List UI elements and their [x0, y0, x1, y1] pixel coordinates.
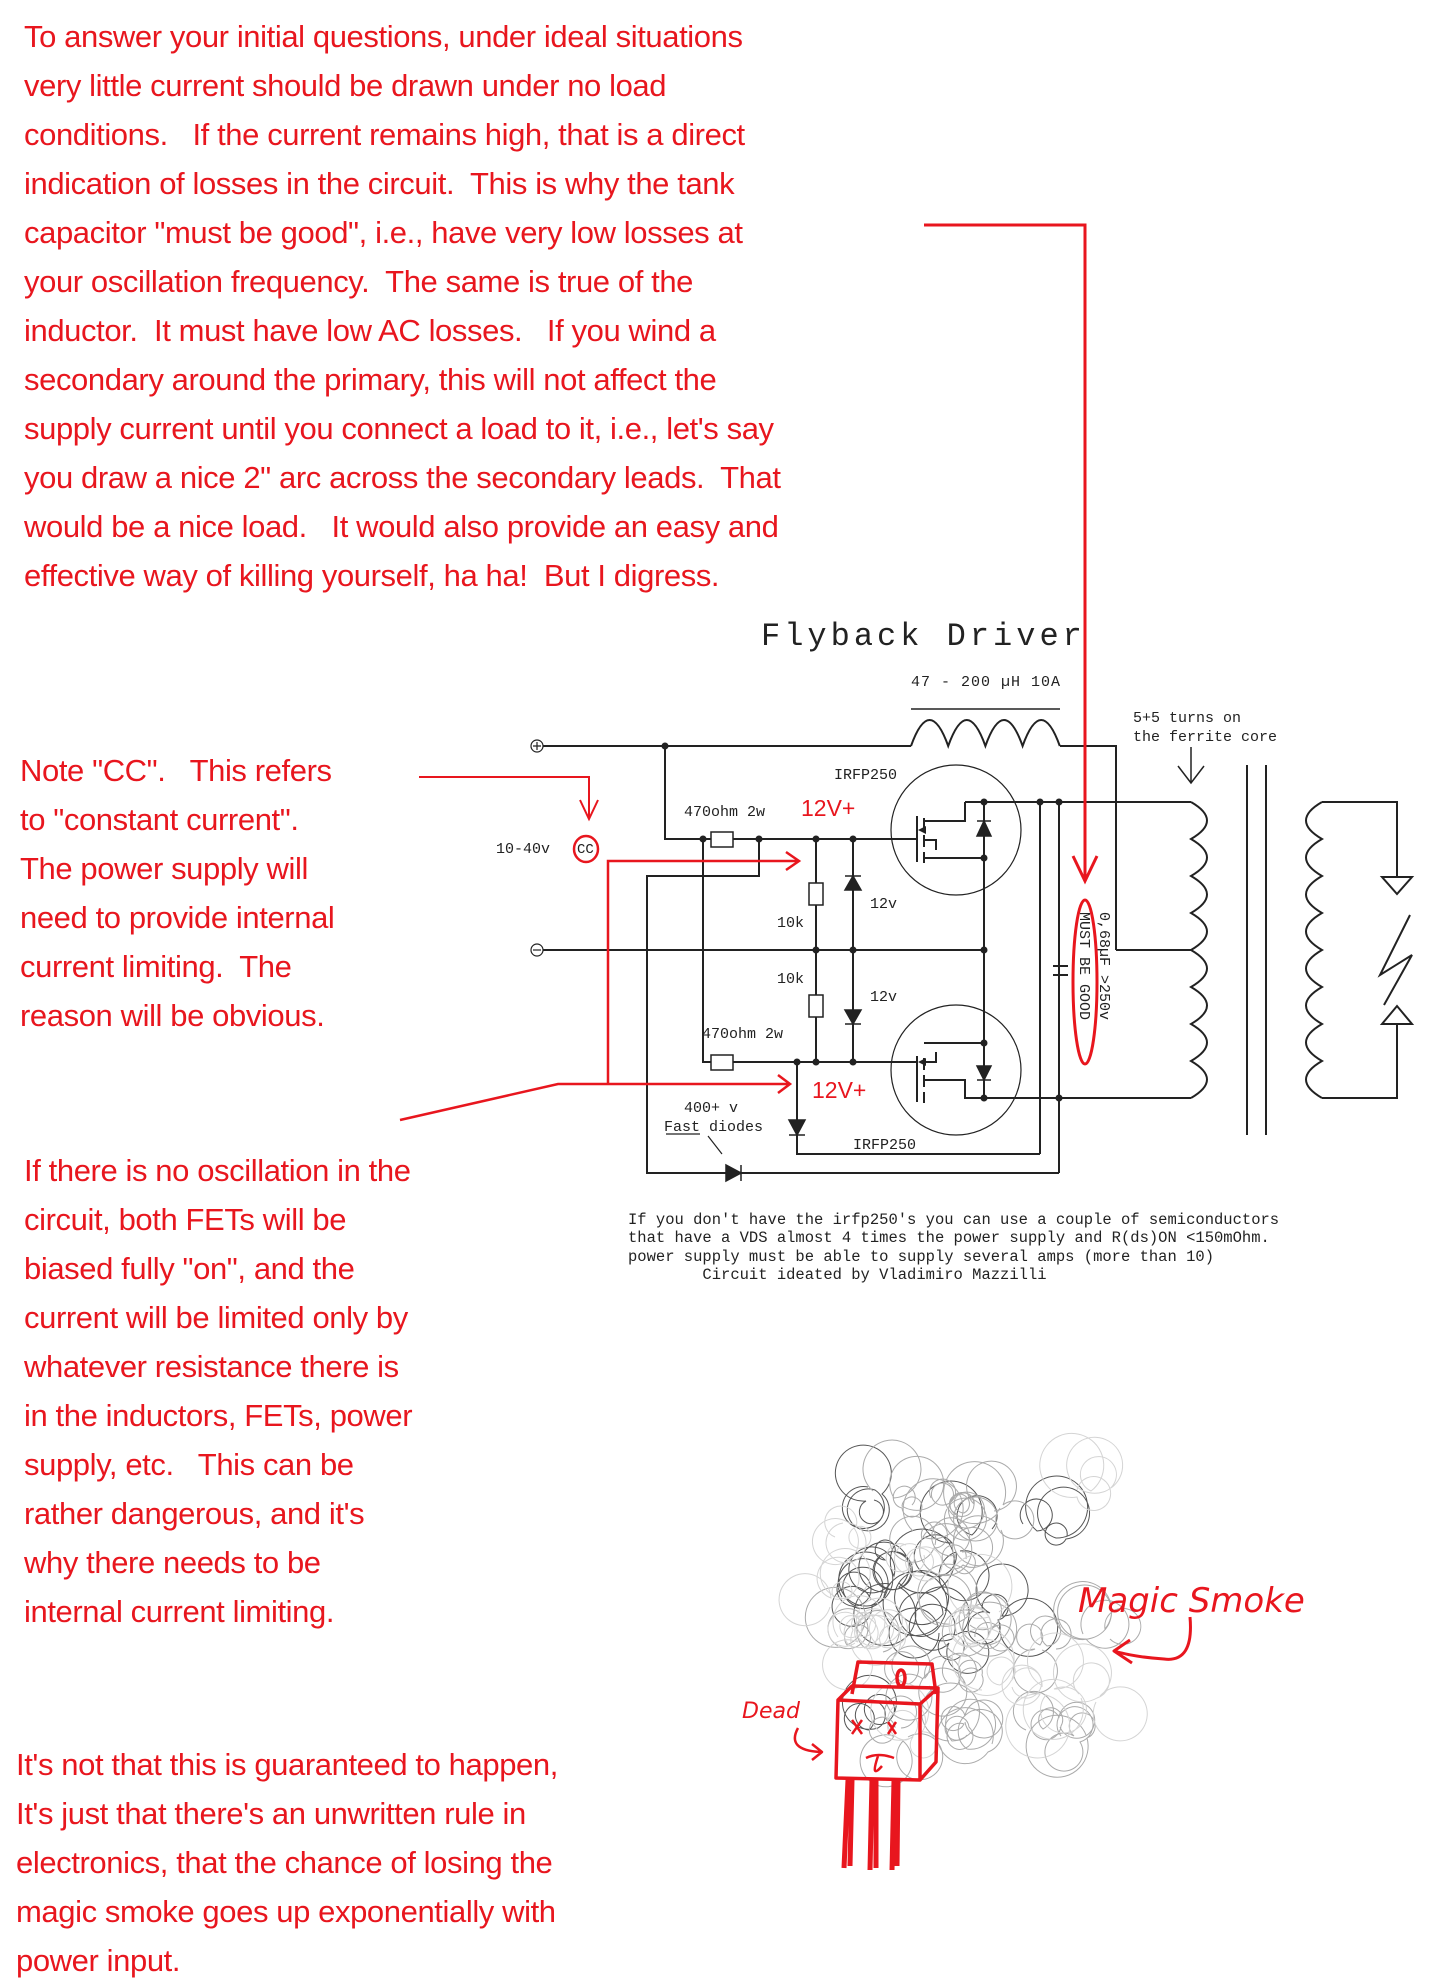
- cc-arrow: [419, 777, 598, 819]
- capacitor-arrow: [924, 225, 1097, 881]
- note-line: If there is no oscillation in the: [24, 1153, 411, 1188]
- note-line: rather dangerous, and it's: [24, 1496, 365, 1531]
- spark-gap: [1380, 877, 1412, 1024]
- smoke-scribble: [942, 1593, 1014, 1656]
- turns-label-2: the ferrite core: [1133, 729, 1278, 746]
- caption-line: power supply must be able to supply several amps (more than 10): [628, 1248, 1214, 1266]
- note-line: why there needs to be: [24, 1545, 321, 1580]
- smoke-scribble: [1026, 1707, 1095, 1778]
- inductor: [911, 720, 1060, 746]
- note-line: supply, etc. This can be: [24, 1447, 354, 1482]
- zener-upper-label: 12v: [870, 896, 898, 913]
- schematic-title: Flyback Driver: [761, 618, 1086, 655]
- mosfet-lower-label: IRFP250: [853, 1137, 917, 1154]
- note-line: your oscillation frequency. The same is true of the: [24, 264, 694, 299]
- gate-arrows: [400, 852, 799, 1120]
- smoke-arrow: [1114, 1617, 1190, 1663]
- zener-lower-label: 12v: [870, 989, 898, 1006]
- dead-arrow: [795, 1728, 822, 1760]
- note-line: very little current should be drawn under no load: [24, 68, 667, 103]
- note-line: internal current limiting.: [24, 1594, 335, 1629]
- smoke-scribble: [835, 1445, 891, 1531]
- turns-label-1: 5+5 turns on: [1133, 710, 1242, 727]
- resistor-10k-lower: [809, 995, 823, 1017]
- note-line: electronics, that the chance of losing the: [16, 1845, 553, 1880]
- smoke-scribble: [812, 1506, 870, 1564]
- caption-line: that have a VDS almost 4 times the power supply and R(ds)ON <150mOhm.: [628, 1229, 1270, 1247]
- note-line: To answer your initial questions, under ideal situations: [24, 19, 743, 54]
- gate-voltage-upper: 12V+: [801, 795, 856, 821]
- smoke-scribble: [1020, 1476, 1089, 1545]
- minus-terminal: [531, 944, 543, 956]
- caption-line: If you don't have the irfp250's you can use a couple of semiconductors: [628, 1211, 1280, 1229]
- note-line: supply current until you connect a load to it, i.e., let's say: [24, 411, 774, 446]
- note-line: magic smoke goes up exponentially with: [16, 1894, 556, 1929]
- gate-voltage-lower: 12V+: [812, 1077, 867, 1103]
- transformer-windings: [1191, 802, 1322, 1098]
- supply-voltage-label: 10-40v: [496, 841, 551, 858]
- note-line: to "constant current".: [20, 802, 299, 837]
- smoke-scribble: [941, 1700, 1002, 1749]
- note-line: current will be limited only by: [24, 1300, 408, 1335]
- capacitor-label: 0,68µF >250v: [1095, 912, 1112, 1021]
- note-line: current limiting. The: [20, 949, 292, 984]
- secondary-winding: [1306, 802, 1322, 1098]
- note-line: would be a nice load. It would also provide an easy and: [24, 509, 779, 544]
- resistor-470-upper: [711, 832, 733, 847]
- note-line: secondary around the primary, this will not affect the: [24, 362, 717, 397]
- schematic-wires: [543, 709, 1412, 1173]
- inductor-label: 47 - 200 µH 10A: [911, 674, 1062, 691]
- dead-label: Dead: [742, 1699, 800, 1724]
- resistor-470-lower: [711, 1055, 733, 1070]
- note-line: whatever resistance there is: [24, 1349, 399, 1384]
- diode-label-2: Fast diodes: [664, 1119, 764, 1136]
- body-diode-lower: [977, 1066, 991, 1080]
- body-diode-upper: [977, 821, 991, 836]
- plus-terminal: [531, 740, 543, 752]
- red-annotations: [400, 225, 1097, 1120]
- junction-dots: [662, 743, 1063, 1102]
- mosfet-upper-label: IRFP250: [834, 767, 898, 784]
- smoke-scribble: [1040, 1433, 1123, 1510]
- resistor-lower-label: 470ohm 2w: [702, 1026, 784, 1043]
- note-line: you draw a nice 2" arc across the secondary leads. That: [24, 460, 781, 495]
- note-line: conditions. If the current remains high, that is a direct: [24, 117, 745, 152]
- fast-diode-1: [789, 1120, 805, 1135]
- magic-smoke-label: Magic Smoke: [1078, 1581, 1305, 1621]
- note-line: inductor. It must have low AC losses. If you wind a: [24, 313, 716, 348]
- zener-upper: [845, 876, 861, 890]
- note-line: It's not that this is guaranteed to happen,: [16, 1747, 558, 1782]
- gate-resistor-lower-label: 10k: [777, 971, 805, 988]
- fast-diode-2: [726, 1165, 741, 1181]
- note-line: circuit, both FETs will be: [24, 1202, 347, 1237]
- caption-line: Circuit ideated by Vladimiro Mazzilli: [628, 1266, 1047, 1284]
- note-line: biased fully "on", and the: [24, 1251, 355, 1286]
- note-line: Note "CC". This refers: [20, 753, 332, 788]
- note-line: capacitor "must be good", i.e., have very low losses at: [24, 215, 743, 250]
- note-line: in the inductors, FETs, power: [24, 1398, 413, 1433]
- note-line: The power supply will: [20, 851, 308, 886]
- note-line: It's just that there's an unwritten rule in: [16, 1796, 526, 1831]
- gate-resistor-upper-label: 10k: [777, 915, 805, 932]
- note-line: power input.: [16, 1943, 181, 1978]
- primary-winding: [1191, 802, 1207, 1098]
- note-line: indication of losses in the circuit. This is why the tank: [24, 166, 735, 201]
- capacitor-note: MUST BE GOOD: [1075, 912, 1092, 1021]
- resistor-10k-upper: [809, 883, 823, 905]
- resistor-upper-label: 470ohm 2w: [684, 804, 766, 821]
- diode-label-1: 400+ v: [684, 1100, 739, 1117]
- cc-label: CC: [577, 842, 594, 858]
- mosfet-upper: [891, 765, 1021, 895]
- note-line: effective way of killing yourself, ha ha! But I digress.: [24, 558, 720, 593]
- note-line: reason will be obvious.: [20, 998, 325, 1033]
- smoke-scribble: [860, 1696, 943, 1787]
- schematic-caption: [628, 1211, 1279, 1284]
- zener-lower: [845, 1010, 861, 1024]
- note-line: need to provide internal: [20, 900, 335, 935]
- mosfet-lower: [891, 1005, 1021, 1135]
